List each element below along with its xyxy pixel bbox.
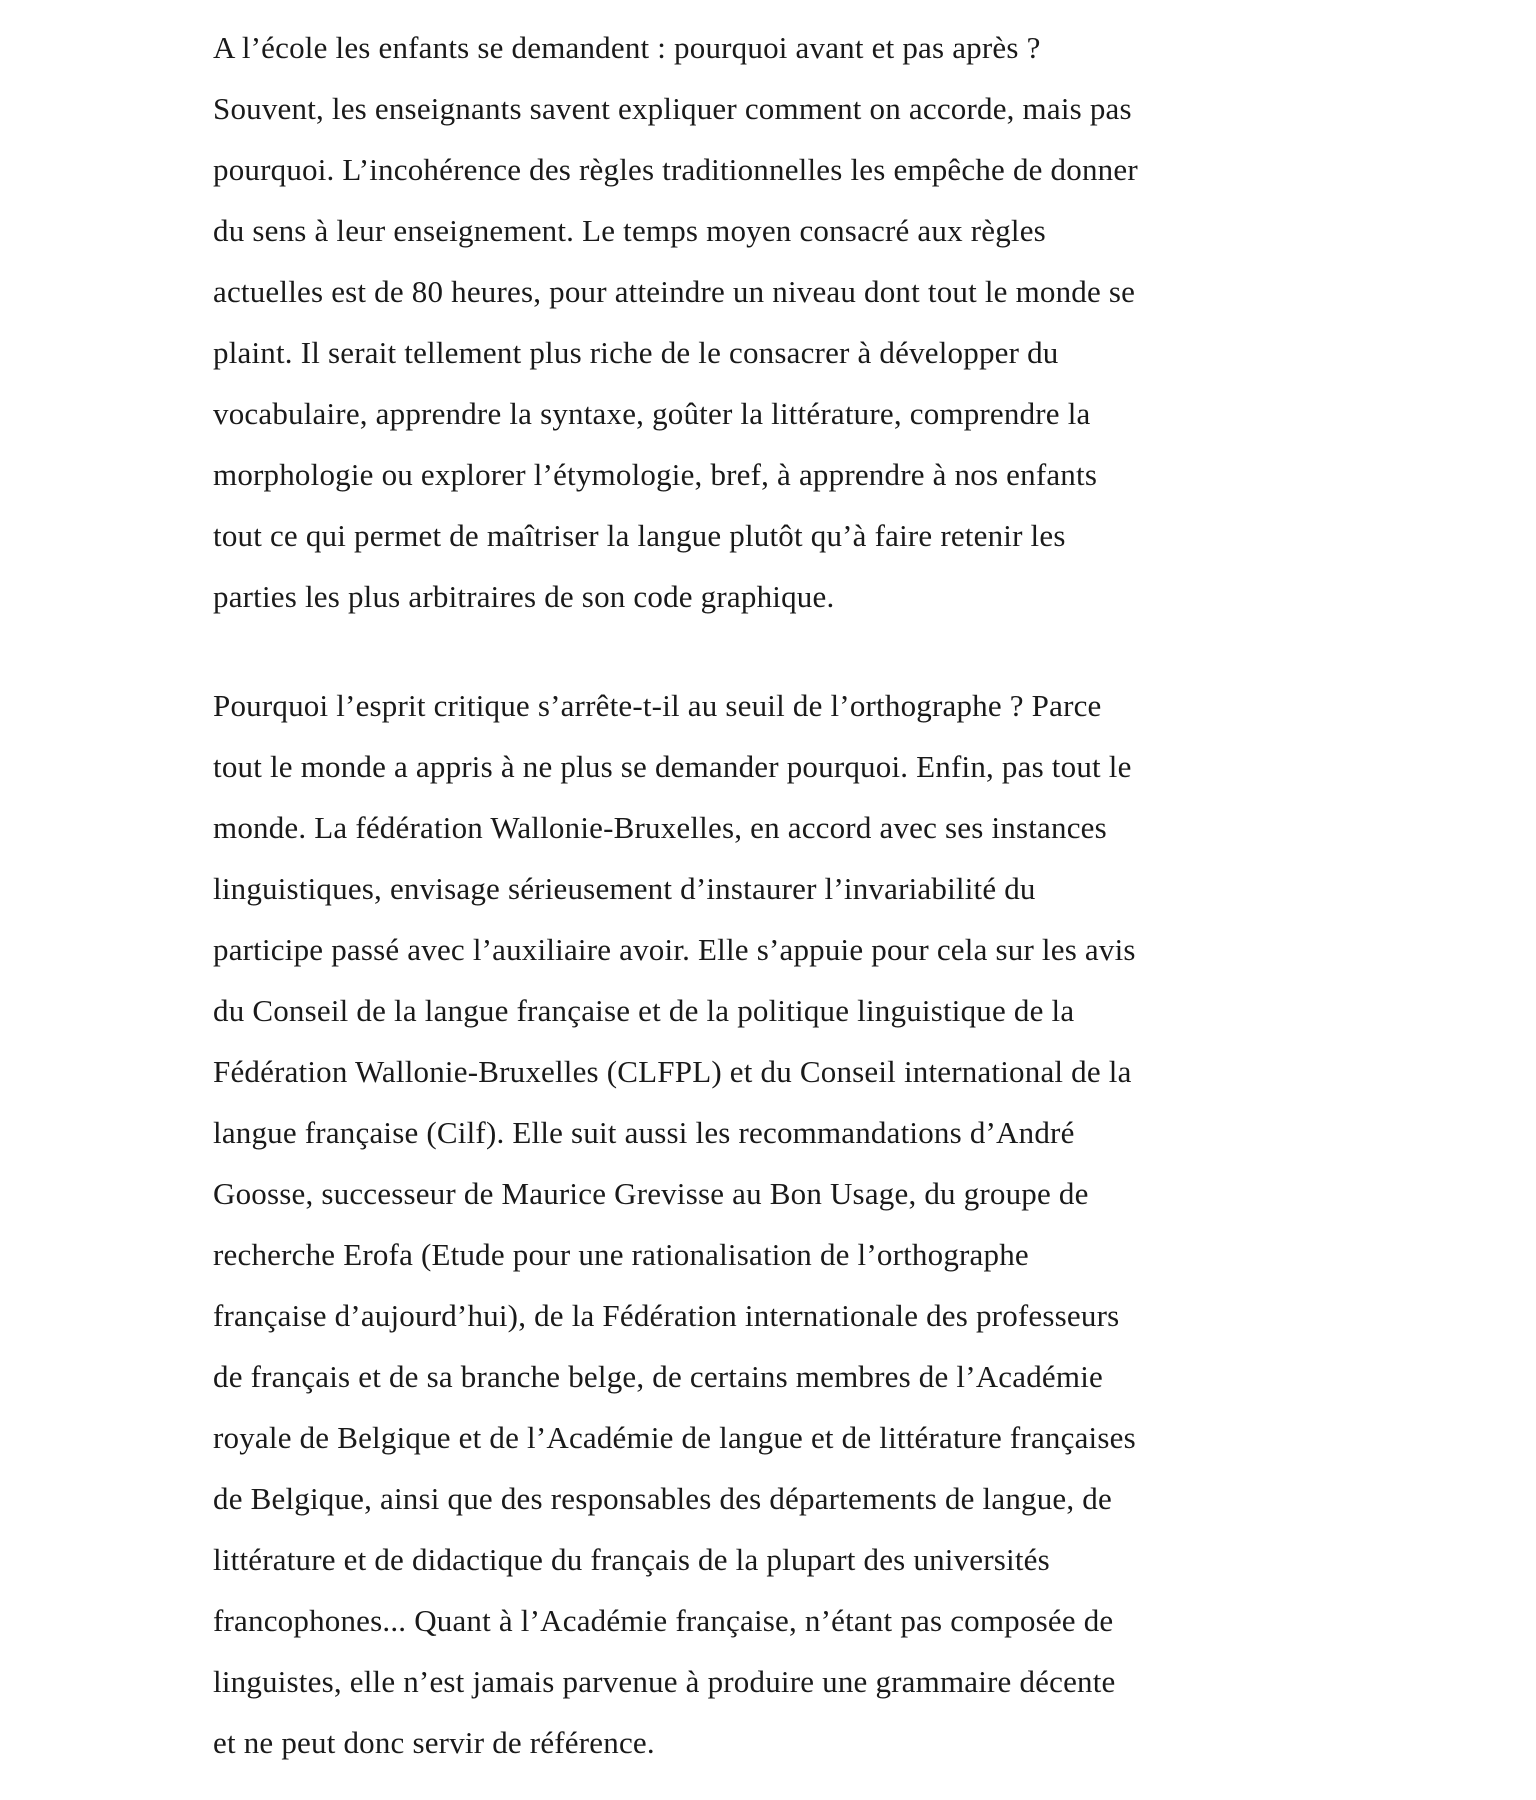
text-line: et ne peut donc servir de référence. xyxy=(213,1725,655,1760)
text-line: littérature et de didactique du français de la plupart des universités xyxy=(213,1542,1050,1577)
paragraph-2 xyxy=(213,675,1363,1773)
text-line: monde. La fédération Wallonie-Bruxelles, en accord avec ses instances xyxy=(213,810,1107,845)
text-line: de français et de sa branche belge, de certains membres de l’Académie xyxy=(213,1359,1103,1394)
text-line: linguistiques, envisage sérieusement d’instaurer l’invariabilité du xyxy=(213,871,1036,906)
text-line: tout le monde a appris à ne plus se demander pourquoi. Enfin, pas tout le xyxy=(213,749,1132,784)
text-line: Goosse, successeur de Maurice Grevisse au Bon Usage, du groupe de xyxy=(213,1176,1089,1211)
text-line: A l’école les enfants se demandent : pourquoi avant et pas après ? xyxy=(213,30,1041,65)
text-line: linguistes, elle n’est jamais parvenue à produire une grammaire décente xyxy=(213,1664,1116,1699)
text-line: plaint. Il serait tellement plus riche de le consacrer à développer du xyxy=(213,335,1059,370)
text-line: de Belgique, ainsi que des responsables des départements de langue, de xyxy=(213,1481,1112,1516)
text-line: du Conseil de la langue française et de la politique linguistique de la xyxy=(213,993,1075,1028)
text-line: Souvent, les enseignants savent expliquer comment on accorde, mais pas xyxy=(213,91,1132,126)
text-line: Fédération Wallonie-Bruxelles (CLFPL) et du Conseil international de la xyxy=(213,1054,1132,1089)
paragraph-1 xyxy=(213,17,1363,627)
text-line: tout ce qui permet de maîtriser la langue plutôt qu’à faire retenir les xyxy=(213,518,1066,553)
text-line: vocabulaire, apprendre la syntaxe, goûter la littérature, comprendre la xyxy=(213,396,1091,431)
text-line: du sens à leur enseignement. Le temps moyen consacré aux règles xyxy=(213,213,1046,248)
text-line: actuelles est de 80 heures, pour atteindre un niveau dont tout le monde se xyxy=(213,274,1136,309)
text-line: pourquoi. L’incohérence des règles traditionnelles les empêche de donner xyxy=(213,152,1138,187)
text-line: française d’aujourd’hui), de la Fédération internationale des professeurs xyxy=(213,1298,1120,1333)
text-line: francophones... Quant à l’Académie française, n’étant pas composée de xyxy=(213,1603,1114,1638)
text-line: participe passé avec l’auxiliaire avoir. Elle s’appuie pour cela sur les avis xyxy=(213,932,1136,967)
text-line: recherche Erofa (Etude pour une rationalisation de l’orthographe xyxy=(213,1237,1029,1272)
text-line: morphologie ou explorer l’étymologie, bref, à apprendre à nos enfants xyxy=(213,457,1098,492)
text-line: royale de Belgique et de l’Académie de langue et de littérature françaises xyxy=(213,1420,1136,1455)
text-line: langue française (Cilf). Elle suit aussi les recommandations d’André xyxy=(213,1115,1075,1150)
text-line: Pourquoi l’esprit critique s’arrête-t-il au seuil de l’orthographe ? Parce xyxy=(213,688,1102,723)
text-line: parties les plus arbitraires de son code graphique. xyxy=(213,579,835,614)
